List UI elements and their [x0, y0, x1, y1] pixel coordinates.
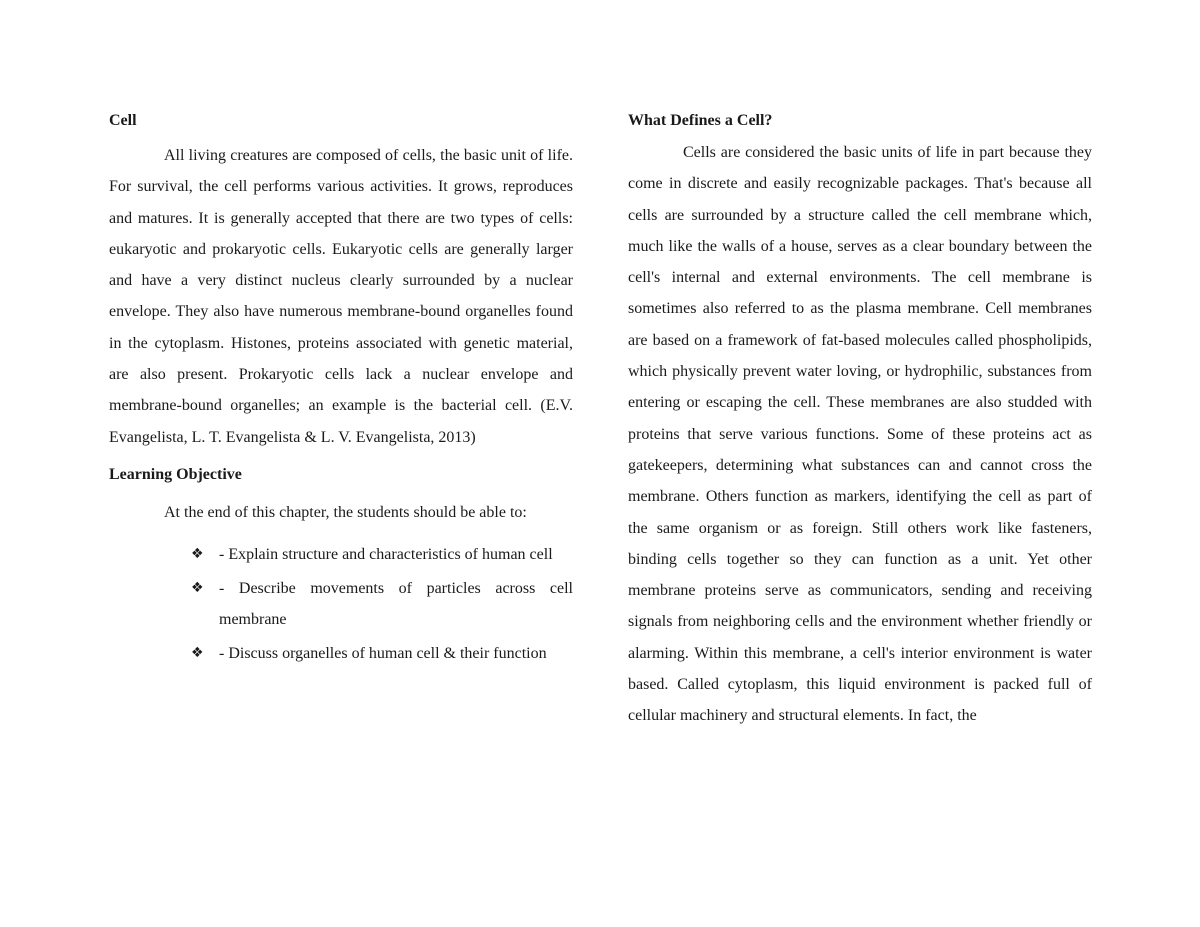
list-item [109, 638, 573, 669]
learning-objective-intro: At the end of this chapter, the students should be able to: [164, 503, 527, 521]
diamond-bullet-icon: ❖ [191, 644, 204, 661]
section-heading-cell: Cell [109, 112, 137, 129]
objective-text: - Discuss organelles of human cell & their function [219, 644, 547, 662]
section-heading-learning-objective: Learning Objective [109, 465, 242, 483]
objective-text: - Explain structure and characteristics of human cell [219, 545, 553, 563]
what-defines-paragraph: Cells are considered the basic units of life in part because they come in discrete and easily recognizable packages. That's because all cells are surrounded by a structure called the cell membrane which, much like the walls of a house, serves as a clear boundary between the cell's internal and external environments. The cell membrane is sometimes also referred to as the plasma membrane. Cell membranes are based on a framework of fat-based molecules called phospholipids, which physically prevent water loving, or hydrophilic, substances from entering or escaping the cell. These membranes are also studded with proteins that serve various functions. Some of these proteins act as gatekeepers, determining what substances can and cannot cross the membrane. Others function as markers, identifying the cell as part of the same organism or as foreign. Still others work like fasteners, binding cells together so they can function as a unit. Yet other membrane proteins serve as communicators, sending and receiving signals from neighboring cells and the environment whether friendly or alarming. Within this membrane, a cell's interior environment is water based. Called cytoplasm, this liquid environment is packed full of cellular machinery and structural elements. In fact, the [628, 144, 1092, 725]
list-item [109, 573, 573, 635]
diamond-bullet-icon: ❖ [191, 545, 204, 562]
cell-paragraph: All living creatures are composed of cells, the basic unit of life. For survival, the cell performs various activities. It grows, reproduces and matures. It is generally accepted that there are two types of cells: eukaryotic and prokaryotic cells. Eukaryotic cells are generally larger and have a very distinct nucleus clearly surrounded by a nuclear envelope. They also have numerous membrane-bound organelles found in the cytoplasm. Histones, proteins associated with genetic material, are also present. Prokaryotic cells lack a nuclear envelope and membrane-bound organelles; an example is the bacterial cell. (E.V. Evangelista, L. T. Evangelista & L. V. Evangelista, 2013) [109, 147, 573, 446]
right-column [628, 109, 1092, 732]
diamond-bullet-icon: ❖ [191, 579, 204, 596]
section-heading-what-defines-a-cell: What Defines a Cell? [628, 112, 773, 129]
list-item [109, 539, 573, 570]
objective-text: - Describe movements of particles across cell membrane [219, 579, 573, 628]
objectives-list [109, 539, 573, 669]
left-column [109, 109, 573, 672]
